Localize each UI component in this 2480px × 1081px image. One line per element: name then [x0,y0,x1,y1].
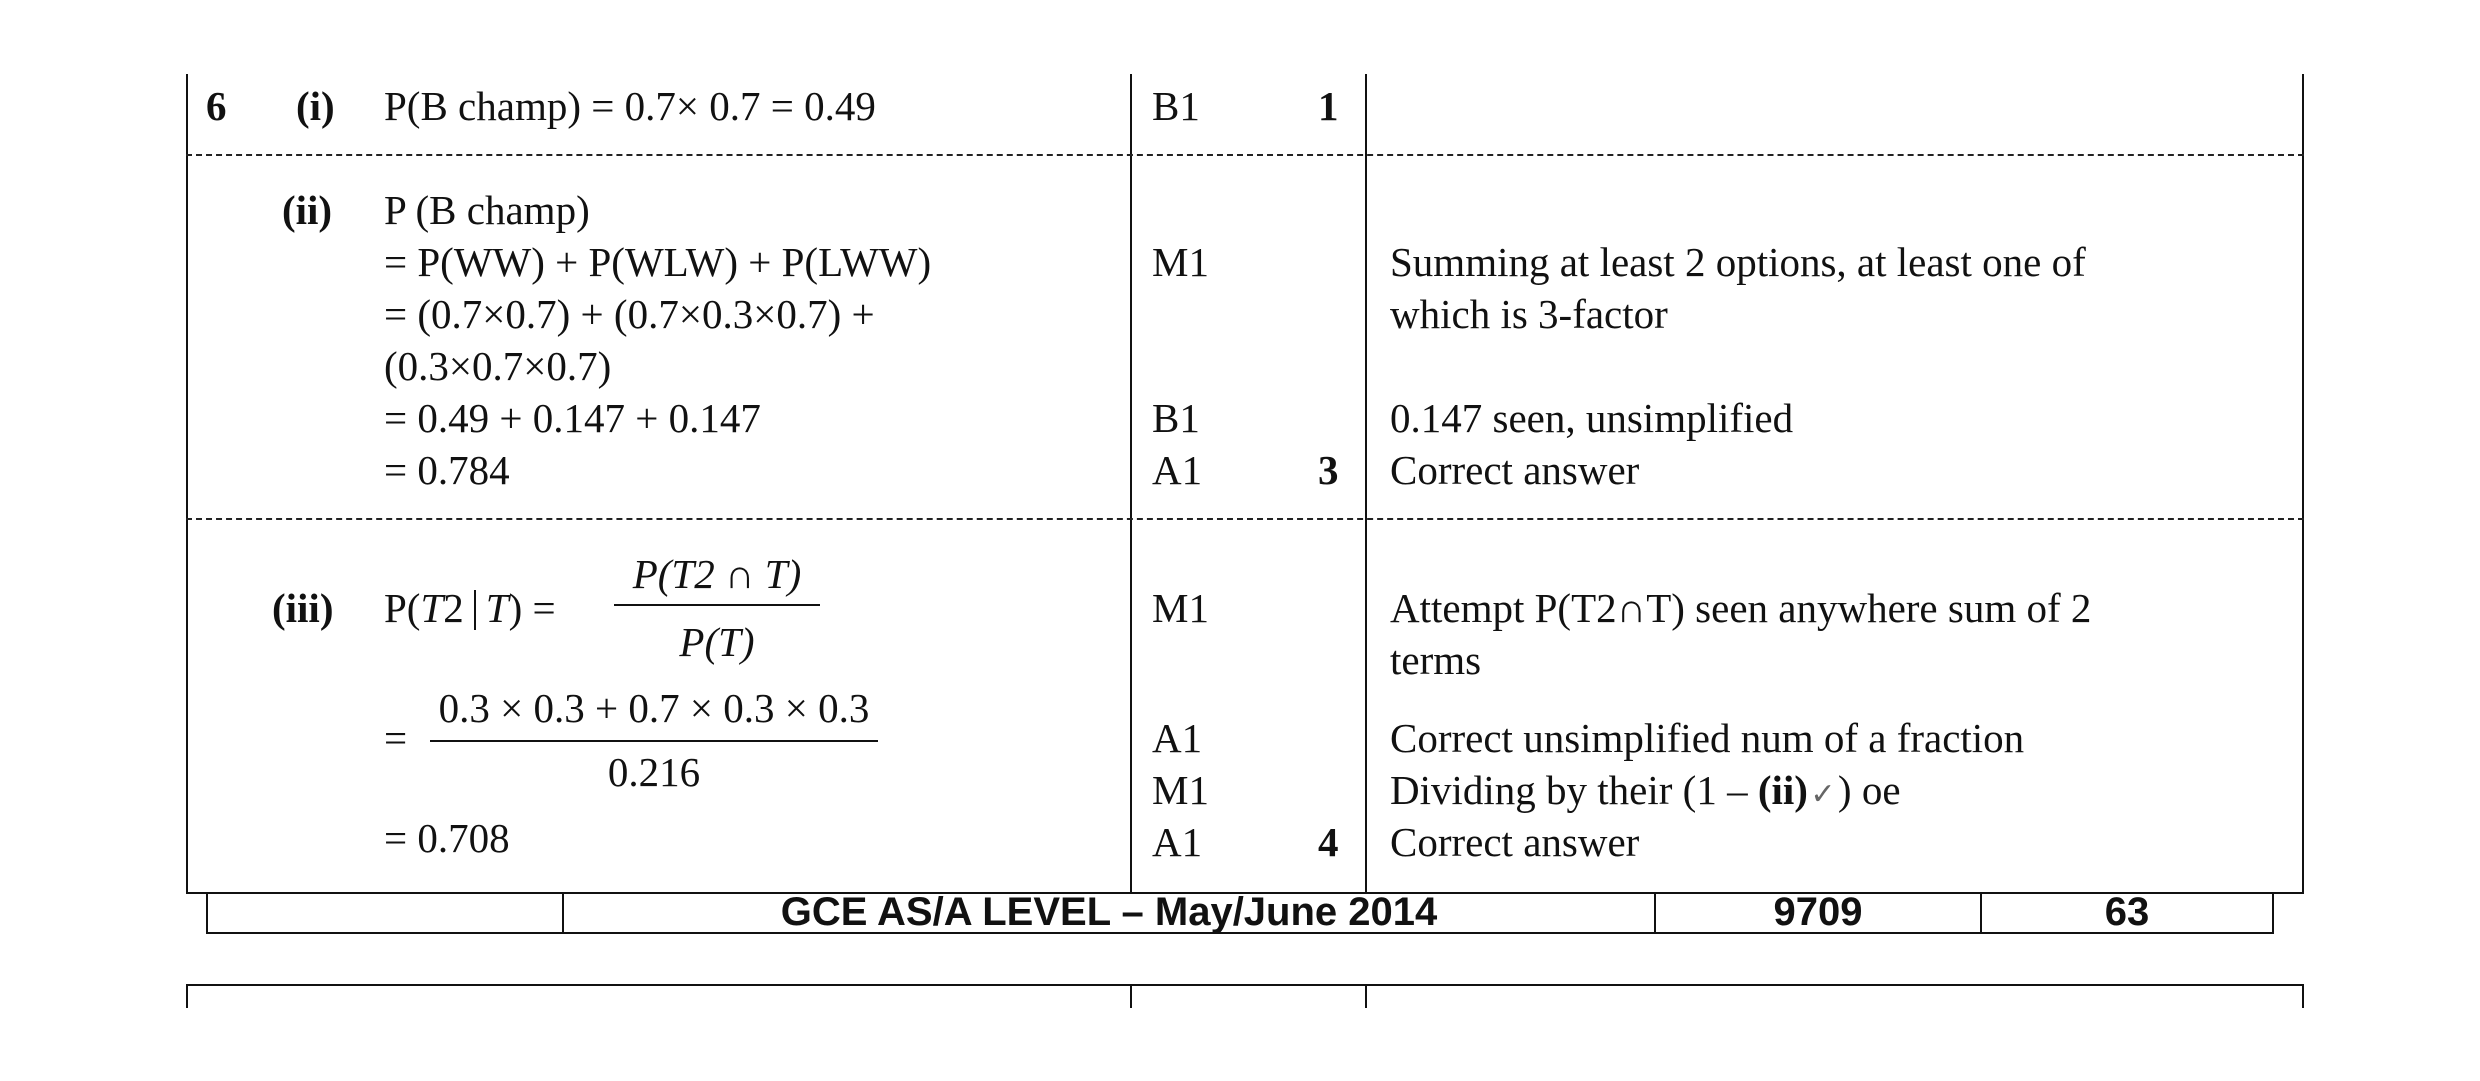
fraction-1-numerator: P(T2 ∩ T) [632,551,802,597]
part-iii-guidance: Attempt P(T2∩T) seen anywhere sum of 2 [1390,585,2092,631]
conditional-bar [474,590,476,630]
footer-syllabus: 9709 [1654,894,1982,934]
part-i-answer: P(B champ) = 0.7× 0.7 = 0.49 [384,83,876,129]
part-ii-line: = 0.49 + 0.147 + 0.147 [384,395,761,441]
part-ii-line: P (B champ) [384,187,590,233]
lhs-subscript: 2 [443,585,464,631]
table-right-border [2302,74,2304,894]
footer-exam-title: GCE AS/A LEVEL – May/June 2014 [562,894,1656,934]
table-col-divider-2 [1365,74,1367,894]
part-iii-mark-code: M1 [1152,585,1209,631]
next-table-left-border [186,984,188,1008]
part-ii-line: = P(WW) + P(WLW) + P(LWW) [384,239,932,285]
part-ii-line: (0.3×0.7×0.7) [384,343,612,389]
fraction-1-denominator: P(T) [679,619,755,665]
part-ii-mark-code: A1 [1152,447,1203,493]
part-ii-mark-code: B1 [1152,395,1200,441]
next-table-col-divider-1 [1130,984,1132,1008]
next-table-right-border [2302,984,2304,1008]
lhs-suffix: ) = [508,585,556,631]
part-ii-line: = (0.7×0.7) + (0.7×0.3×0.7) + [384,291,875,337]
next-table-top-border [186,984,2304,986]
part-iii-mark-code: A1 [1152,819,1203,865]
footer-blank-cell [206,894,564,934]
part-ii-guidance: which is 3-factor [1390,291,1668,337]
part-iii-lhs [384,584,556,632]
part-iii-guidance: Correct answer [1390,819,1640,865]
next-table-col-divider-2 [1365,984,1367,1008]
part-i-mark-code: B1 [1152,83,1200,129]
table-left-border [186,74,188,894]
fraction-1-bar [614,604,820,606]
part-iii-total: 4 [1318,819,1339,865]
part-ii-guidance: Summing at least 2 options, at least one of [1390,239,2086,285]
row-divider-1 [186,154,2304,156]
divide-bold-ref: (ii) [1757,767,1808,813]
part-iii-guidance: Correct unsimplified num of a fraction [1390,715,2025,761]
part-ii-mark-code: M1 [1152,239,1209,285]
part-i-label: (i) [296,83,335,129]
fraction-2-denominator: 0.216 [607,749,701,795]
part-ii-line: = 0.784 [384,447,510,493]
part-ii-total: 3 [1318,447,1339,493]
part-iii-equals: = [384,715,408,761]
table-col-divider-1 [1130,74,1132,894]
divide-suffix: ) oe [1837,767,1901,813]
part-iii-guidance-divide [1390,766,1901,819]
part-ii-guidance: Correct answer [1390,447,1640,493]
fraction-2-numerator: 0.3 × 0.3 + 0.7 × 0.3 × 0.3 [438,685,870,731]
part-iii-guidance: terms [1390,637,1482,683]
part-ii-label: (ii) [282,187,333,233]
lhs-var-t-given: T [485,585,509,631]
part-ii-guidance: 0.147 seen, unsimplified [1390,395,1794,441]
fraction-2-bar [430,740,878,742]
question-number: 6 [206,83,227,129]
footer-paper: 63 [1980,894,2274,934]
part-iii-final: = 0.708 [384,815,510,861]
part-iii-mark-code: M1 [1152,767,1209,813]
part-i-total: 1 [1318,83,1339,129]
lhs-var-t: T [420,585,444,631]
part-iii-label: (iii) [272,585,334,631]
row-divider-2 [186,518,2304,520]
divide-prefix: Dividing by their (1 – [1390,767,1758,813]
part-iii-mark-code: A1 [1152,715,1203,761]
lhs-prefix: P( [384,585,421,631]
tick-mark-icon: ✓ [1810,777,1836,812]
